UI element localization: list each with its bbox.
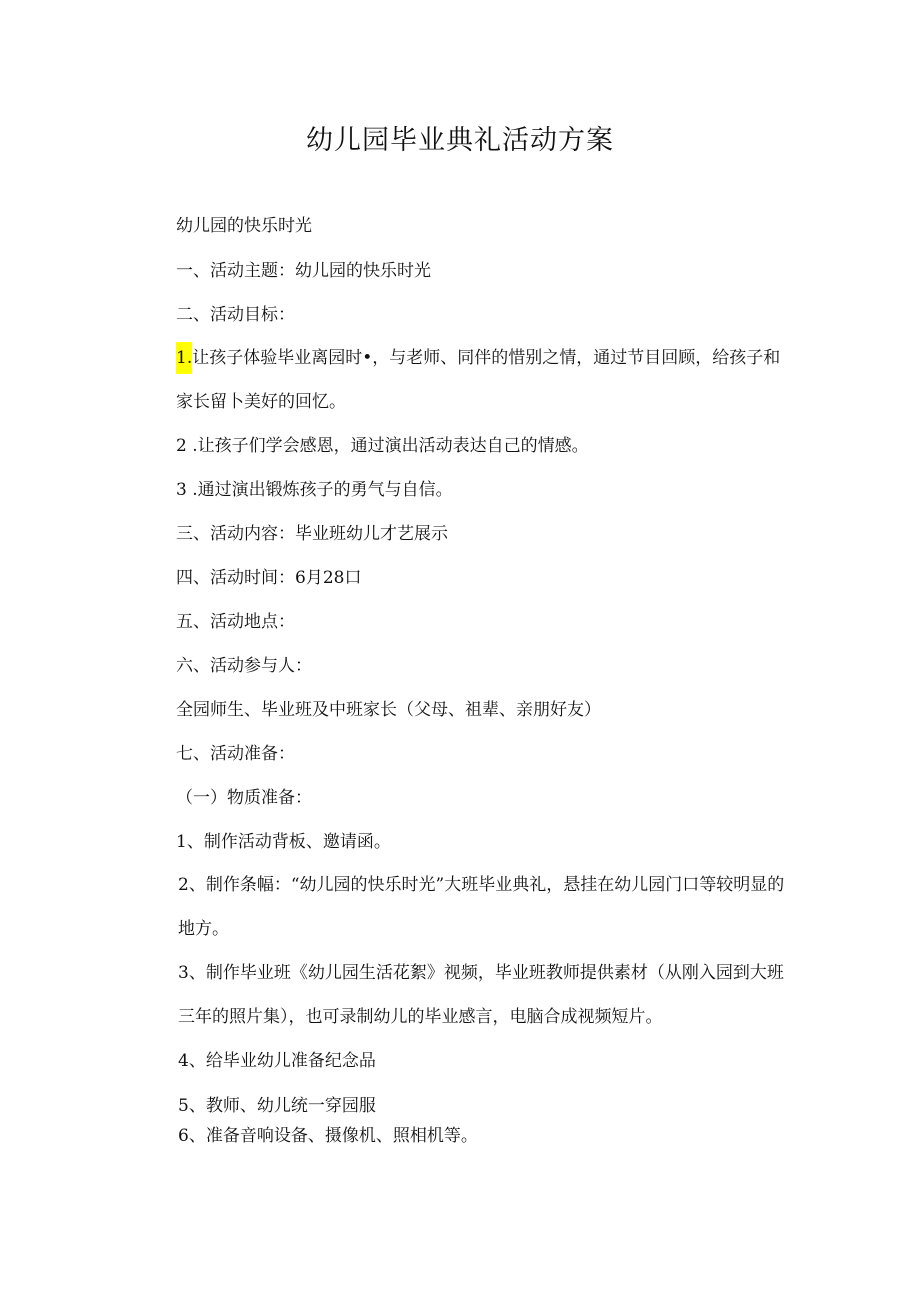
- section-prep-heading: 七、活动准备：: [176, 744, 295, 764]
- prep-item-3: 3、制作毕业班《幼儿园生活花絮》视频，毕业班教师提供素材（从刚入园到大班三年的照片集），也可录制幼儿的毕业感言，电脑合成视频短片。: [178, 963, 784, 1027]
- prep-item-6: 6、准备音响设备、摄像机、照相机等。: [178, 1126, 478, 1146]
- section-time: 四、活动时间：6月28口: [176, 568, 362, 588]
- section-participants-heading: 六、活动参与人：: [176, 656, 312, 676]
- section-goals-heading: 二、活动目标：: [176, 305, 295, 325]
- participants: 全园师生、毕业班及中班家长（父母、祖辈、亲朋好友）: [176, 700, 601, 720]
- page-title: 幼儿园毕业典礼活动方案: [306, 125, 614, 156]
- prep-item-4: 4、给毕业幼儿准备纪念品: [178, 1051, 376, 1071]
- prep-item-2: 2、制作条幅：“幼儿园的快乐时光”大班毕业典礼，悬挂在幼儿园门口等较明显的地方。: [178, 875, 785, 939]
- highlighted-number: 1.: [176, 342, 192, 374]
- subtitle: 幼儿园的快乐时光: [176, 216, 312, 236]
- goal-2: 2 .让孩子们学会感恩，通过演出活动表达自己的情感。: [176, 436, 589, 456]
- material-heading: （一）物质准备：: [176, 788, 312, 808]
- section-theme: 一、活动主题：幼儿园的快乐时光: [176, 261, 431, 281]
- section-content: 三、活动内容：毕业班幼儿才艺展示: [176, 524, 448, 544]
- prep-item-5: 5、教师、幼儿统一穿园服: [178, 1096, 376, 1116]
- goal-1-text: 让孩子体验毕业离园时•，与老师、同伴的惜别之情，通过节目回顾，给孩子和家长留卜美好的回忆。: [176, 348, 781, 412]
- prep-item-1: 1、制作活动背板、邀请函。: [176, 832, 391, 852]
- section-place: 五、活动地点：: [176, 612, 295, 632]
- goal-3: 3 .通过演出锻炼孩子的勇气与自信。: [176, 480, 453, 500]
- goal-1: [176, 336, 786, 424]
